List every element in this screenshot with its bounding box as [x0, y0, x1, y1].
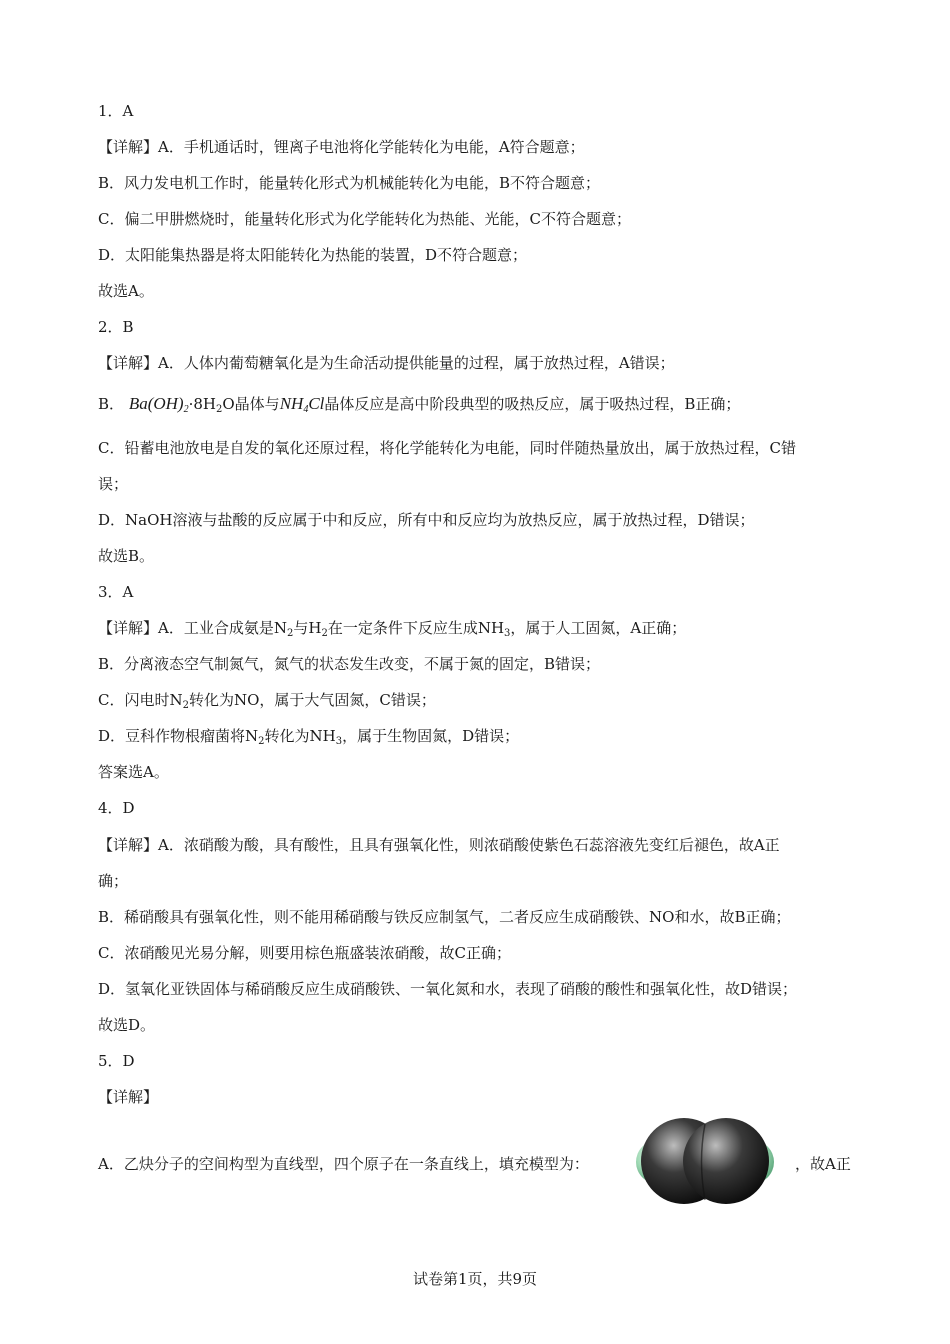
q2-option-c-line1: C．铅蓄电池放电是自发的氧化还原过程，将化学能转化为电能，同时伴随热量放出，属于放热过程，C错 — [98, 439, 796, 457]
q4-option-d: D．氢氧化亚铁固体与稀硝酸反应生成硝酸铁、一氧化氮和水，表现了硝酸的酸性和强氧化性，故D错误； — [98, 980, 798, 998]
q3-option-d: D．豆科作物根瘤菌将$N_2$转化为$NH_3$，属于生物固氮，D错误； — [98, 727, 520, 747]
q2-option-d: D．NaOH溶液与盐酸的反应属于中和反应，所有中和反应均为放热反应，属于放热过程，D错误； — [98, 511, 755, 529]
q4-option-b: B．稀硝酸具有强氧化性，则不能用稀硝酸与铁反应制氢气，二者反应生成硝酸铁、NO和水，故B正确； — [98, 908, 791, 926]
q1-answer: 故选A。 — [98, 282, 154, 300]
carbon-atom-right — [683, 1118, 769, 1204]
q2-option-c-line2: 误； — [98, 475, 129, 493]
q2-option-b: B． $Ba(OH)_2\cdot 8H_2O$晶体与$NH_4Cl$晶体反应是高中阶段典型的吸热反应，属于吸热过程，B正确； — [98, 394, 741, 415]
q3-number: 3．A — [98, 583, 134, 601]
q5-option-a: A．乙炔分子的空间构型为直线型，四个原子在一条直线上，填充模型为： — [98, 1155, 589, 1173]
q4-detail-line2: 确； — [98, 872, 129, 890]
formula-nh4cl: $NH_4Cl$ — [279, 394, 325, 415]
q4-option-c: C．浓硝酸见光易分解，则要用棕色瓶盛装浓硝酸，故C正确； — [98, 944, 511, 962]
q5-option-a-tail: ，故A正 — [795, 1155, 851, 1173]
q2-answer: 故选B。 — [98, 547, 155, 565]
q3-answer: 答案选A。 — [98, 763, 169, 781]
formula-baoh2: $Ba(OH)_2$ — [128, 394, 189, 415]
q1-option-b: B．风力发电机工作时，能量转化形式为机械能转化为电能，B不符合题意； — [98, 174, 601, 192]
q2-number: 2．B — [98, 318, 134, 336]
page-footer: 试卷第1页，共9页 — [412, 1270, 538, 1288]
q3-detail: 【详解】A．工业合成氨是$N_2$与$H_2$在一定条件下反应生成$NH_3$，属于人工固氮，A正确； — [98, 619, 687, 639]
q1-option-c: C．偏二甲肼燃烧时，能量转化形式为化学能转化为热能、光能，C不符合题意； — [98, 210, 631, 228]
q5-detail: 【详解】 — [98, 1088, 159, 1106]
q5-number: 5．D — [98, 1052, 135, 1070]
q1-detail: 【详解】A．手机通话时，锂离子电池将化学能转化为电能，A符合题意； — [98, 138, 585, 156]
acetylene-space-filling-model-icon — [632, 1114, 778, 1208]
q2-detail: 【详解】A．人体内葡萄糖氧化是为生命活动提供能量的过程，属于放热过程，A错误； — [98, 354, 675, 372]
q3-option-b: B．分离液态空气制氮气，氮气的状态发生改变，不属于氮的固定，B错误； — [98, 655, 601, 673]
q4-detail-line1: 【详解】A．浓硝酸为酸，具有酸性，且具有强氧化性，则浓硝酸使紫色石蕊溶液先变红后褪色，故A正 — [98, 836, 780, 854]
q4-answer: 故选D。 — [98, 1016, 156, 1034]
q4-number: 4．D — [98, 799, 135, 817]
q3-option-c: C．闪电时$N_2$转化为NO，属于大气固氮，C错误； — [98, 691, 436, 711]
q1-option-d: D．太阳能集热器是将太阳能转化为热能的装置，D不符合题意； — [98, 246, 528, 264]
q1-number: 1．A — [98, 102, 134, 120]
